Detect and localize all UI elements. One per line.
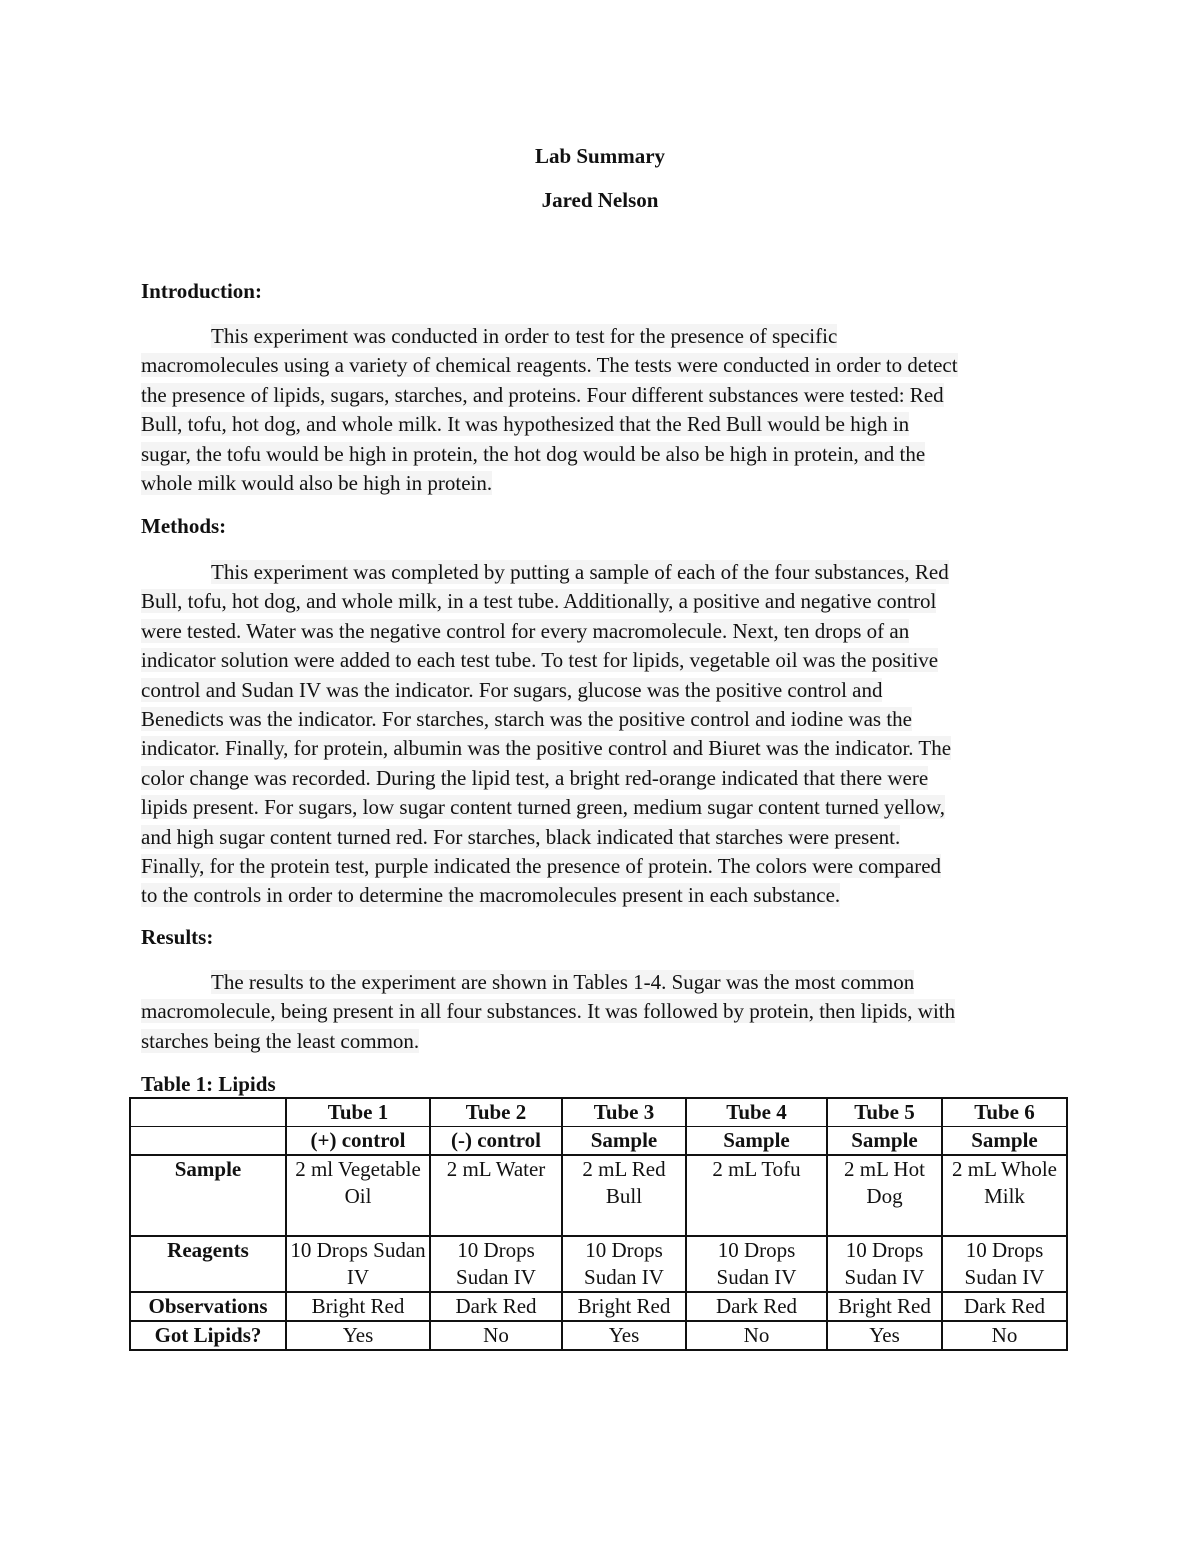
lipids-table <box>129 1097 1068 1351</box>
paragraph-line: color change was recorded. During the lipid test, a bright red-orange indicated that there were <box>141 765 929 790</box>
table-cell: 10 Drops Sudan IV <box>827 1236 942 1292</box>
paragraph-line: This experiment was completed by putting a sample of each of the four substances, Red <box>211 560 949 584</box>
table-cell: 10 Drops Sudan IV <box>942 1236 1067 1292</box>
header-cell: (-) control <box>430 1127 562 1156</box>
paragraph-line: The results to the experiment are shown in Tables 1-4. Sugar was the most common <box>211 970 915 994</box>
table-cell: 2 mL Water <box>430 1155 562 1236</box>
table-cell: Yes <box>562 1321 686 1350</box>
introduction-heading: Introduction: <box>141 279 262 303</box>
table-row <box>130 1155 1067 1236</box>
methods-heading: Methods: <box>141 514 227 538</box>
header-cell: Tube 1 <box>286 1098 430 1127</box>
header-cell: Sample <box>942 1127 1067 1156</box>
paragraph-line: Finally, for the protein test, purple indicated the presence of protein. The colors were compared <box>141 854 942 879</box>
paragraph-line: and high sugar content turned red. For starches, black indicated that starches were present. <box>141 824 901 849</box>
table-cell: Bright Red <box>827 1292 942 1321</box>
paragraph-line: This experiment was conducted in order to test for the presence of specific <box>211 324 838 348</box>
table-row <box>130 1321 1067 1350</box>
paragraph-line: Benedicts was the indicator. For starches, starch was the positive control and iodine was the <box>141 707 912 732</box>
table-cell: Dark Red <box>942 1292 1067 1321</box>
table-cell: 10 Drops Sudan IV <box>562 1236 686 1292</box>
table-cell: 2 mL Red Bull <box>562 1155 686 1236</box>
document-title: Lab Summary <box>534 144 666 168</box>
table-row <box>130 1292 1067 1321</box>
table-header-row <box>130 1127 1067 1156</box>
table-cell: Yes <box>827 1321 942 1350</box>
table-cell: Dark Red <box>430 1292 562 1321</box>
document-author: Jared Nelson <box>541 188 659 212</box>
table-cell: Yes <box>286 1321 430 1350</box>
table-cell: 2 mL Whole Milk <box>942 1155 1067 1236</box>
header-cell: (+) control <box>286 1127 430 1156</box>
row-label: Reagents <box>130 1236 286 1292</box>
header-cell: Tube 5 <box>827 1098 942 1127</box>
paragraph-line: Bull, tofu, hot dog, and whole milk, in a test tube. Additionally, a positive and negative control <box>141 589 937 614</box>
table-cell: Bright Red <box>562 1292 686 1321</box>
paragraph-line: the presence of lipids, sugars, starches, and proteins. Four different substances were tested: Red <box>141 382 944 407</box>
paragraph-line: macromolecules using a variety of chemical reagents. The tests were conducted in order to detect <box>141 353 958 378</box>
paragraph-line: whole milk would also be high in protein. <box>141 471 493 496</box>
table-cell: No <box>942 1321 1067 1350</box>
paragraph-line: were tested. Water was the negative control for every macromolecule. Next, ten drops of an <box>141 618 910 643</box>
header-cell: Tube 6 <box>942 1098 1067 1127</box>
table-cell: No <box>686 1321 827 1350</box>
table-cell: 2 ml Vegetable Oil <box>286 1155 430 1236</box>
row-label: Observations <box>130 1292 286 1321</box>
table-cell: 10 Drops Sudan IV <box>686 1236 827 1292</box>
row-label: Sample <box>130 1155 286 1236</box>
table-cell: 2 mL Tofu <box>686 1155 827 1236</box>
header-cell: Tube 2 <box>430 1098 562 1127</box>
row-label: Got Lipids? <box>130 1321 286 1350</box>
paragraph-line: control and Sudan IV was the indicator. For sugars, glucose was the positive control and <box>141 677 883 702</box>
table-caption: Table 1: Lipids <box>141 1072 276 1096</box>
header-cell: Sample <box>686 1127 827 1156</box>
table-cell: Dark Red <box>686 1292 827 1321</box>
table-cell: 2 mL Hot Dog <box>827 1155 942 1236</box>
methods-paragraph <box>141 558 1071 911</box>
paragraph-line: lipids present. For sugars, low sugar content turned green, medium sugar content turned yellow, <box>141 795 946 820</box>
paragraph-line: Bull, tofu, hot dog, and whole milk. It was hypothesized that the Red Bull would be high in <box>141 412 910 437</box>
header-cell: Tube 3 <box>562 1098 686 1127</box>
results-paragraph <box>141 968 1071 1056</box>
table-cell: No <box>430 1321 562 1350</box>
header-cell: Sample <box>562 1127 686 1156</box>
header-cell: Tube 4 <box>686 1098 827 1127</box>
empty-header-cell <box>130 1127 286 1156</box>
table-row <box>130 1236 1067 1292</box>
paragraph-line: to the controls in order to determine the macromolecules present in each substance. <box>141 883 841 908</box>
paragraph-line: indicator solution were added to each test tube. To test for lipids, vegetable oil was the positive <box>141 648 939 673</box>
table-cell: Bright Red <box>286 1292 430 1321</box>
results-heading: Results: <box>141 925 214 949</box>
table-cell: 10 Drops Sudan IV <box>286 1236 430 1292</box>
header-cell: Sample <box>827 1127 942 1156</box>
paragraph-line: sugar, the tofu would be high in protein, the hot dog would be also be high in protein, and the <box>141 441 926 466</box>
table-cell: 10 Drops Sudan IV <box>430 1236 562 1292</box>
empty-header-cell <box>130 1098 286 1127</box>
paragraph-line: indicator. Finally, for protein, albumin was the positive control and Biuret was the indicator. The <box>141 736 952 761</box>
paragraph-line: starches being the least common. <box>141 1028 420 1053</box>
paragraph-line: macromolecule, being present in all four substances. It was followed by protein, then lipids, with <box>141 999 956 1024</box>
introduction-paragraph <box>141 322 1071 498</box>
table-header-row <box>130 1098 1067 1127</box>
